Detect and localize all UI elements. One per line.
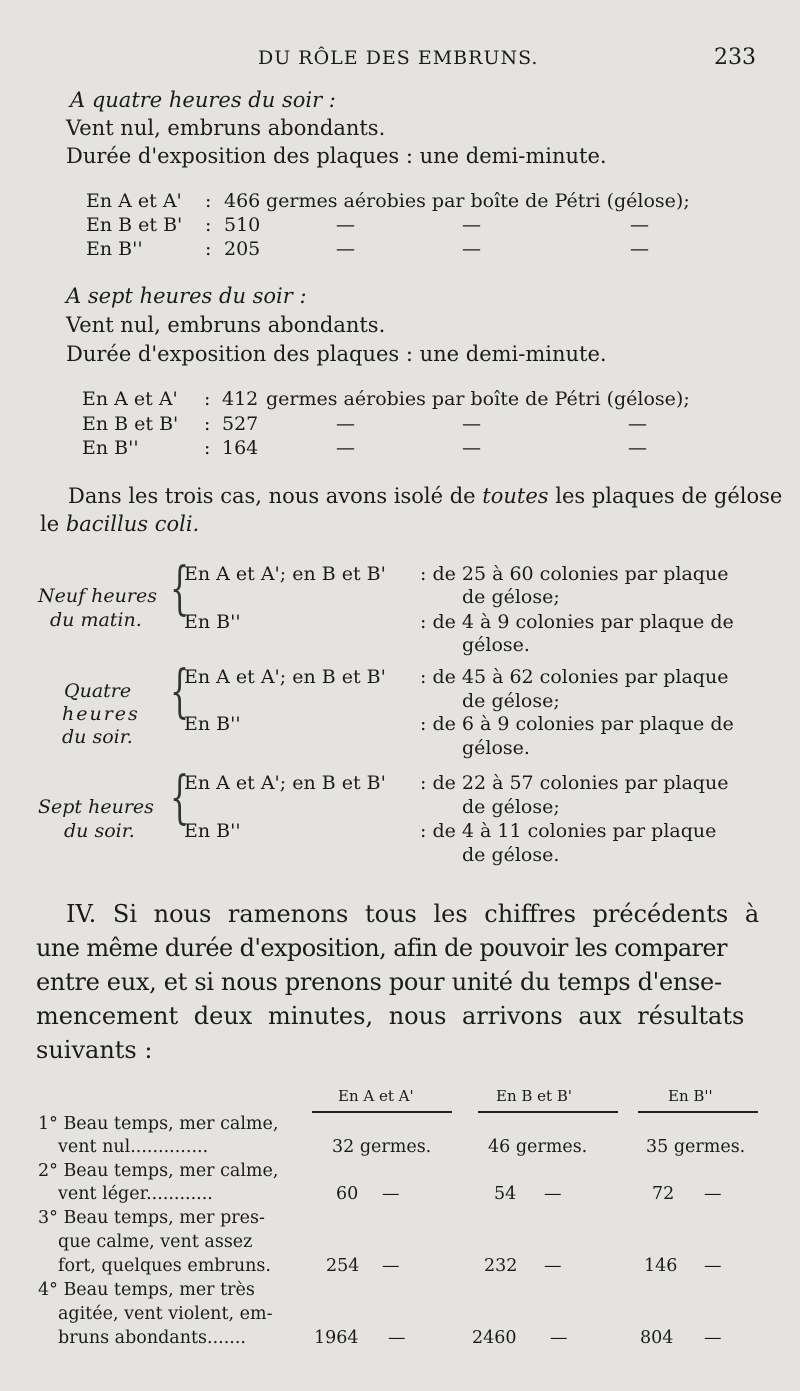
colony-value: : de 22 à 57 colonies par plaque xyxy=(420,772,729,794)
result-condition: 1° Beau temps, mer calme, xyxy=(38,1114,279,1134)
row-value: 510 xyxy=(224,214,261,236)
colony-value: : de 6 à 9 colonies par plaque de xyxy=(420,713,734,735)
ditto-mark: — xyxy=(704,1256,722,1276)
ditto-mark: — xyxy=(382,1256,400,1276)
column-header: En B et B' xyxy=(496,1087,572,1105)
column-rule xyxy=(312,1111,452,1113)
result-value: 32 germes. xyxy=(332,1137,432,1157)
paragraph-iv-line: entre eux, et si nous prenons pour unité du temps d'ense- xyxy=(36,968,722,996)
result-condition: vent nul.............. xyxy=(58,1137,209,1157)
ditto-mark: — xyxy=(544,1256,562,1276)
row-label: En B et B' xyxy=(86,214,183,236)
colony-value: : de 4 à 9 colonies par plaque de xyxy=(420,611,734,633)
row-label: En A et A' xyxy=(86,190,182,212)
colony-value: : de 4 à 11 colonies par plaque xyxy=(420,820,717,842)
ditto-mark: — xyxy=(544,1184,562,1204)
result-value: 804 xyxy=(640,1328,674,1348)
row-sep: : xyxy=(204,413,211,435)
time-label: Sept heures xyxy=(38,796,154,818)
ditto-mark: — xyxy=(550,1328,568,1348)
ditto-mark: — xyxy=(336,238,355,260)
ditto-mark: — xyxy=(628,413,647,435)
ditto-mark: — xyxy=(630,214,649,236)
result-condition: bruns abondants....... xyxy=(58,1328,246,1348)
conclusion-emphasis: toutes xyxy=(482,484,549,508)
running-title: DU RÔLE DES EMBRUNS. xyxy=(258,47,539,69)
paragraph-iv-line: une même durée d'exposition, afin de pouvoir les comparer xyxy=(36,934,727,962)
conclusion-text: les plaques de gélose xyxy=(555,484,783,508)
time-label: Quatre xyxy=(64,680,132,702)
result-condition: 3° Beau temps, mer pres- xyxy=(38,1208,265,1228)
row-label: En A et A' xyxy=(82,388,178,410)
ditto-mark: — xyxy=(462,214,481,236)
result-value: 46 germes. xyxy=(488,1137,588,1157)
page-number: 233 xyxy=(714,45,756,70)
brace-icon: { xyxy=(170,556,190,623)
result-value: 35 germes. xyxy=(646,1137,746,1157)
colony-line: En A et A'; en B et B' xyxy=(184,563,386,585)
row-text: germes aérobies par boîte de Pétri (gélose); xyxy=(266,190,690,212)
exposure-line: Durée d'exposition des plaques : une demi-minute. xyxy=(66,144,607,168)
colony-cont: de gélose; xyxy=(462,586,560,608)
column-rule xyxy=(478,1111,618,1113)
colony-line: En A et A'; en B et B' xyxy=(184,772,386,794)
paragraph-iv-line: mencement deux minutes, nous arrivons aux résultats xyxy=(36,1002,745,1030)
colony-line: En B'' xyxy=(184,713,241,735)
ditto-mark: — xyxy=(462,413,481,435)
time-label: du soir. xyxy=(62,726,133,748)
result-value: 1964 xyxy=(314,1328,359,1348)
colony-cont: gélose. xyxy=(462,737,530,759)
colony-value: : de 45 à 62 colonies par plaque xyxy=(420,666,729,688)
colony-cont: gélose. xyxy=(462,634,530,656)
row-value: 466 xyxy=(224,190,261,212)
row-text: germes aérobies par boîte de Pétri (gélose); xyxy=(266,388,690,410)
colony-cont: de gélose. xyxy=(462,844,560,866)
conclusion-text: le xyxy=(40,512,60,536)
ditto-mark: — xyxy=(382,1184,400,1204)
colony-cont: de gélose; xyxy=(462,796,560,818)
result-condition: agitée, vent violent, em- xyxy=(58,1304,273,1324)
ditto-mark: — xyxy=(628,437,647,459)
colony-line: En A et A'; en B et B' xyxy=(184,666,386,688)
exposure-line: Durée d'exposition des plaques : une demi-minute. xyxy=(66,342,607,366)
paragraph-iv-line: suivants : xyxy=(36,1036,153,1064)
row-value: 205 xyxy=(224,238,261,260)
result-value: 60 xyxy=(336,1184,359,1204)
time-label: du soir. xyxy=(64,820,135,842)
section-heading: A sept heures du soir : xyxy=(66,284,307,308)
paragraph-iv-line: IV. Si nous ramenons tous les chiffres précédents à xyxy=(66,900,760,928)
row-value: 164 xyxy=(222,437,259,459)
wind-line: Vent nul, embruns abondants. xyxy=(66,313,386,337)
ditto-mark: — xyxy=(336,413,355,435)
row-label: En B'' xyxy=(86,238,143,260)
result-condition: fort, quelques embruns. xyxy=(58,1256,271,1276)
result-condition: 4° Beau temps, mer très xyxy=(38,1280,255,1300)
column-rule xyxy=(638,1111,758,1113)
column-header: En B'' xyxy=(668,1087,713,1105)
result-value: 146 xyxy=(644,1256,678,1276)
ditto-mark: — xyxy=(704,1184,722,1204)
ditto-mark: — xyxy=(336,214,355,236)
ditto-mark: — xyxy=(462,437,481,459)
colony-line: En B'' xyxy=(184,611,241,633)
ditto-mark: — xyxy=(336,437,355,459)
row-sep: : xyxy=(205,190,212,212)
result-condition: vent léger............ xyxy=(58,1184,213,1204)
brace-icon: { xyxy=(170,765,190,832)
conclusion-line-1 xyxy=(68,484,782,508)
colony-value: : de 25 à 60 colonies par plaque xyxy=(420,563,729,585)
colony-cont: de gélose; xyxy=(462,690,560,712)
conclusion-line-2 xyxy=(40,512,199,536)
row-value: 527 xyxy=(222,413,259,435)
result-value: 2460 xyxy=(472,1328,517,1348)
result-condition: que calme, vent assez xyxy=(58,1232,253,1252)
wind-line: Vent nul, embruns abondants. xyxy=(66,116,386,140)
section-heading: A quatre heures du soir : xyxy=(70,88,336,112)
result-value: 254 xyxy=(326,1256,360,1276)
column-header: En A et A' xyxy=(338,1087,414,1105)
row-sep: : xyxy=(205,238,212,260)
ditto-mark: — xyxy=(630,238,649,260)
ditto-mark: — xyxy=(704,1328,722,1348)
ditto-mark: — xyxy=(462,238,481,260)
ditto-mark: — xyxy=(388,1328,406,1348)
time-label: Neuf heures xyxy=(38,585,157,607)
result-value: 72 xyxy=(652,1184,675,1204)
row-sep: : xyxy=(204,437,211,459)
brace-icon: { xyxy=(170,659,190,726)
row-label: En B et B' xyxy=(82,413,179,435)
row-sep: : xyxy=(205,214,212,236)
result-value: 54 xyxy=(494,1184,517,1204)
colony-line: En B'' xyxy=(184,820,241,842)
time-label: du matin. xyxy=(50,609,142,631)
row-label: En B'' xyxy=(82,437,139,459)
row-value: 412 xyxy=(222,388,259,410)
time-label: heures xyxy=(62,703,140,725)
result-condition: 2° Beau temps, mer calme, xyxy=(38,1161,279,1181)
bacillus-name: bacillus coli. xyxy=(65,512,200,536)
row-sep: : xyxy=(204,388,211,410)
result-value: 232 xyxy=(484,1256,518,1276)
conclusion-text: Dans les trois cas, nous avons isolé de xyxy=(68,484,476,508)
